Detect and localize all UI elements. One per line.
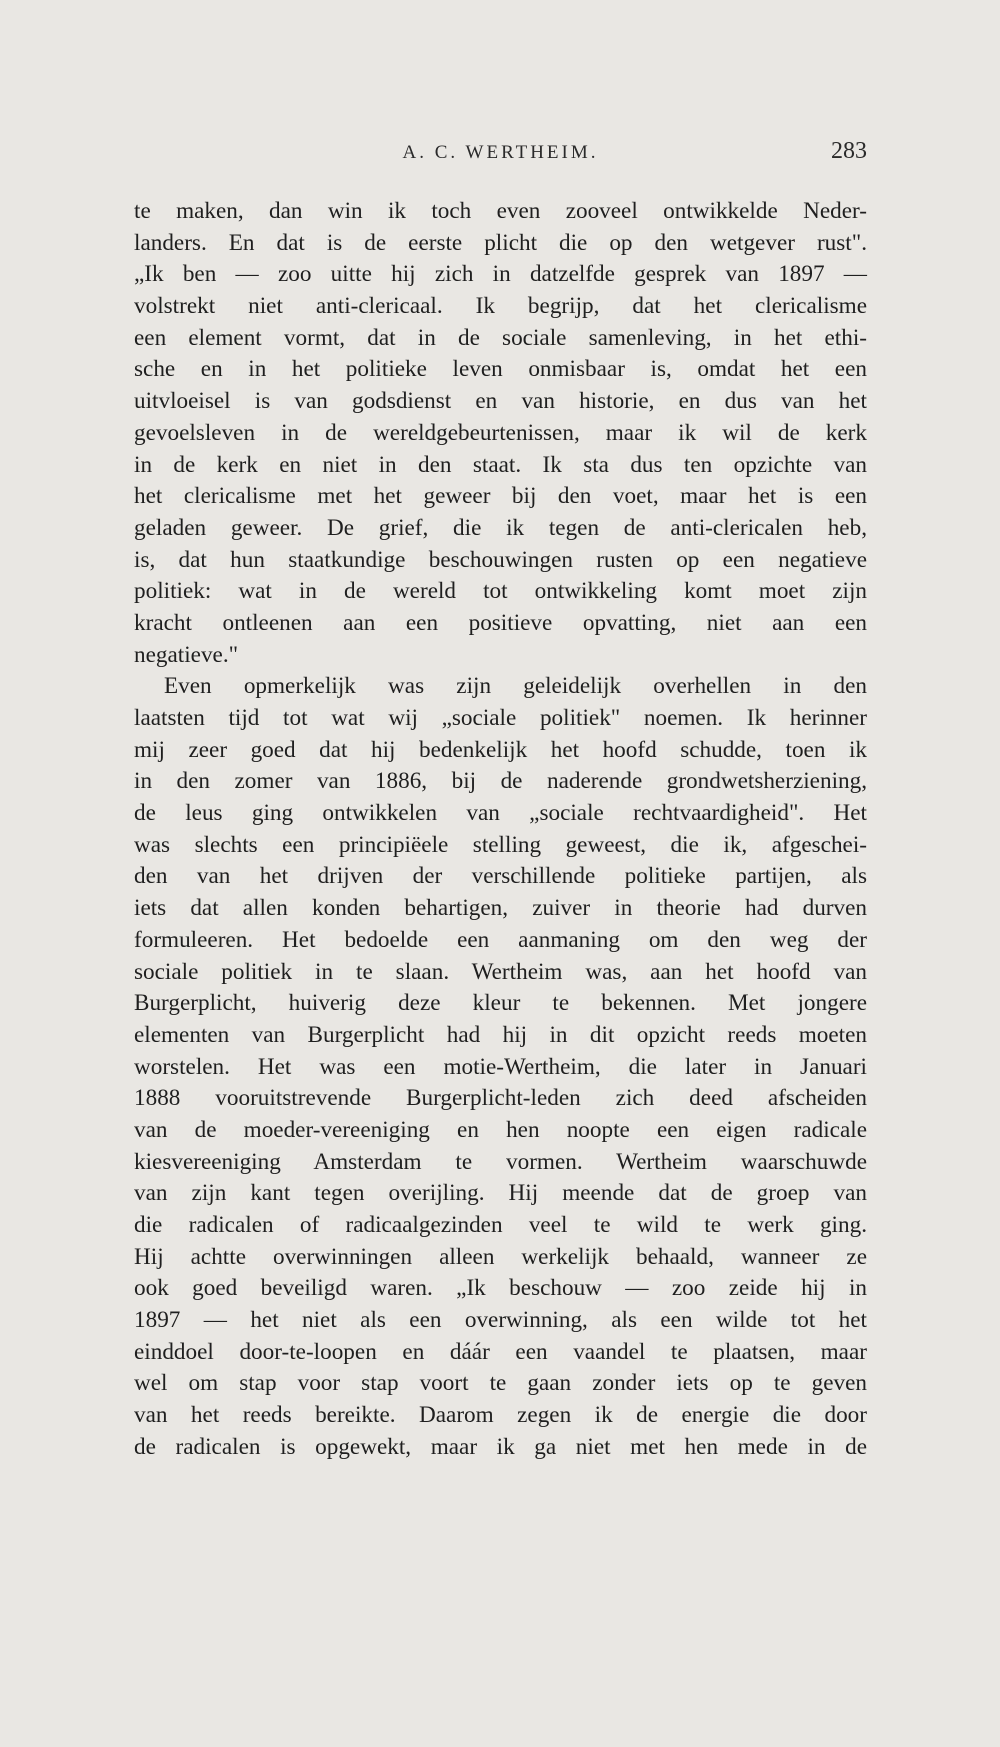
text-line: uitvloeisel is van godsdienst en van historie, en dus van het (134, 388, 867, 415)
page-number: 283 (831, 138, 867, 164)
text-line: landers. En dat is de eerste plicht die op den wetgever rust". (134, 229, 867, 256)
text-line: te maken, dan win ik toch even zooveel ontwikkelde Neder- (134, 198, 867, 224)
paragraph-start-line: Even opmerkelijk was zijn geleidelijk overhellen in den (164, 673, 867, 700)
text-line: in den zomer van 1886, bij de naderende grondwetsherziening, (134, 768, 867, 795)
text-line: kracht ontleenen aan een positieve opvatting, niet aan een (134, 609, 867, 636)
text-line: die radicalen of radicaalgezinden veel te wild te werk ging. (134, 1212, 867, 1238)
text-line: laatsten tijd tot wat wij „sociale politiek" noemen. Ik herinner (134, 705, 867, 731)
body-text (134, 196, 867, 1464)
text-line: mij zeer goed dat hij bedenkelijk het hoofd schudde, toen ik (134, 736, 867, 763)
text-line: Burgerplicht, huiverig deze kleur te bekennen. Met jongere (134, 990, 867, 1017)
text-line: 1897 — het niet als een overwinning, als een wilde tot het (134, 1307, 867, 1334)
text-line: was slechts een principiëele stelling geweest, die ik, afgeschei- (134, 831, 867, 858)
paragraph-end-line: negatieve." (134, 641, 239, 668)
text-line: van de moeder-vereeniging en hen noopte een eigen radicale (134, 1116, 867, 1143)
text-line: formuleeren. Het bedoelde een aanmaning om den weg der (134, 926, 867, 953)
running-head: A. C. WERTHEIM. (402, 142, 599, 163)
text-line: in de kerk en niet in den staat. Ik sta dus ten opzichte van (134, 451, 867, 478)
text-line: de leus ging ontwikkelen van „sociale rechtvaardigheid". Het (134, 800, 867, 827)
text-line: volstrekt niet anti-clericaal. Ik begrijp, dat het clericalisme (134, 293, 867, 320)
text-line: geladen geweer. De grief, die ik tegen de anti-clericalen heb, (134, 514, 867, 541)
text-line: kiesvereeniging Amsterdam te vormen. Wertheim waarschuwde (134, 1148, 867, 1175)
text-line: van het reeds bereikte. Daarom zegen ik de energie die door (134, 1402, 867, 1429)
text-line: worstelen. Het was een motie-Wertheim, die later in Januari (134, 1053, 867, 1080)
text-line: is, dat hun staatkundige beschouwingen rusten op een negatieve (134, 546, 867, 573)
text-line: gevoelsleven in de wereldgebeurtenissen, maar ik wil de kerk (134, 419, 867, 446)
text-line: sociale politiek in te slaan. Wertheim was, aan het hoofd van (134, 958, 867, 985)
text-line: een element vormt, dat in de sociale samenleving, in het ethi- (134, 324, 867, 351)
text-line: van zijn kant tegen overijling. Hij meende dat de groep van (134, 1180, 867, 1207)
text-line: 1888 vooruitstrevende Burgerplicht-leden zich deed afscheiden (134, 1085, 867, 1112)
text-line: Hij achtte overwinningen alleen werkelijk behaald, wanneer ze (134, 1243, 867, 1270)
text-line: de radicalen is opgewekt, maar ik ga niet met hen mede in de (134, 1433, 867, 1460)
text-line: den van het drijven der verschillende politieke partijen, als (134, 863, 867, 890)
text-line: het clericalisme met het geweer bij den voet, maar het is een (134, 483, 867, 510)
text-line: politiek: wat in de wereld tot ontwikkeling komt moet zijn (134, 578, 867, 605)
text-line: ook goed beveiligd waren. „Ik beschouw — zoo zeide hij in (134, 1275, 867, 1302)
text-line: wel om stap voor stap voort te gaan zonder iets op te geven (134, 1370, 867, 1397)
text-line: iets dat allen konden behartigen, zuiver in theorie had durven (134, 895, 867, 922)
page-header (134, 138, 867, 176)
text-line: einddoel door-te-loopen en dáár een vaandel te plaatsen, maar (134, 1338, 867, 1365)
text-line: elementen van Burgerplicht had hij in dit opzicht reeds moeten (134, 1021, 867, 1048)
text-line: „Ik ben — zoo uitte hij zich in datzelfde gesprek van 1897 — (134, 261, 867, 288)
text-line: sche en in het politieke leven onmisbaar is, omdat het een (134, 356, 867, 383)
